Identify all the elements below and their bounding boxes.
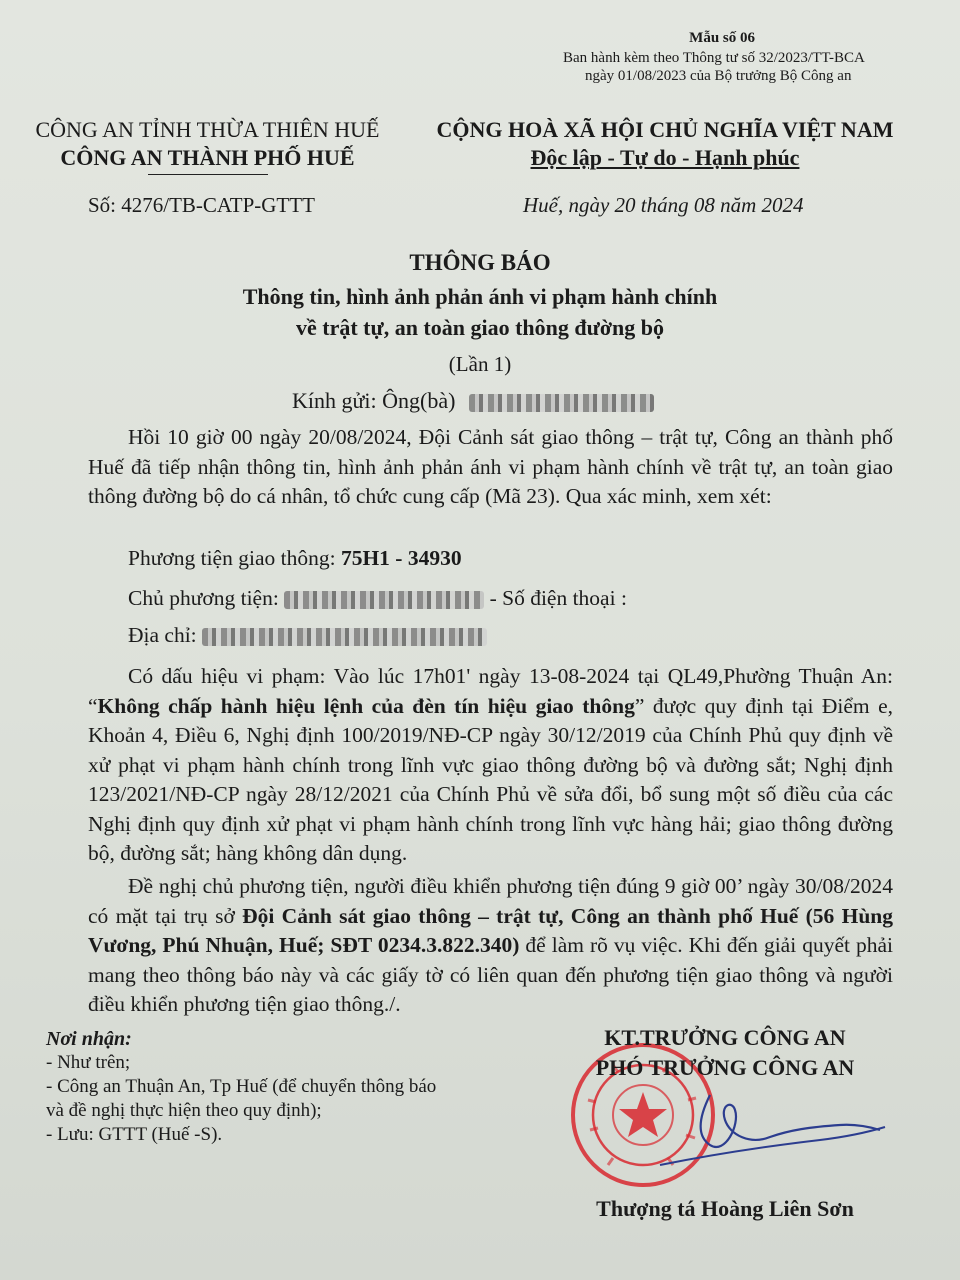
recipient-item: - Như trên; bbox=[46, 1052, 131, 1073]
address-label: Địa chỉ: bbox=[128, 623, 197, 647]
redacted-recipient-name bbox=[469, 394, 654, 412]
document-number: Số: 4276/TB-CATP-GTTT bbox=[88, 193, 315, 217]
national-header bbox=[415, 116, 915, 172]
address-line bbox=[128, 623, 487, 648]
redacted-owner-name bbox=[284, 591, 484, 609]
vehicle-label: Phương tiện giao thông: bbox=[128, 546, 336, 570]
request-location: Đội Cảnh sát giao thông – trật tự, Công an thành phố Huế (56 Hùng Vương, Phú Nhuận, Huế; SĐT 0234.3.822.340) bbox=[88, 903, 893, 957]
issuing-agency-header bbox=[0, 116, 415, 200]
handwritten-signature bbox=[640, 1075, 890, 1175]
phone-label: - Số điện thoại : bbox=[489, 586, 627, 610]
violation-description: Không chấp hành hiệu lệnh của đèn tín hiệu giao thông bbox=[97, 693, 635, 718]
recipients-list bbox=[46, 1027, 446, 1147]
recipients-heading: Nơi nhận: bbox=[46, 1028, 132, 1050]
recipient-item: - Công an Thuận An, Tp Huế (để chuyển thông báo và đề nghị thực hiện theo quy định); bbox=[46, 1076, 437, 1121]
parent-agency: CÔNG AN TỈNH THỪA THIÊN HUẾ bbox=[35, 117, 380, 142]
signer-position: PHÓ TRƯỞNG CÔNG AN bbox=[595, 1055, 855, 1080]
document-date: Huế, ngày 20 tháng 08 năm 2024 bbox=[523, 193, 804, 217]
violation-paragraph bbox=[88, 662, 893, 869]
document-title: THÔNG BÁO bbox=[409, 250, 551, 275]
national-motto: Độc lập - Tự do - Hạnh phúc bbox=[530, 145, 800, 170]
form-number: Mẫu số 06 bbox=[689, 30, 755, 46]
request-text-suffix: để làm rõ vụ việc. Khi đến giải quyết phải mang theo thông báo này và các giấy tờ có liên quan đến phương tiện giao thông và người điều khiển phương tiện giao thông./. bbox=[88, 933, 893, 1016]
recipient-line bbox=[292, 388, 654, 414]
issuing-agency: CÔNG AN THÀNH PHỐ HUẾ bbox=[60, 145, 355, 170]
violation-text-suffix: ” được quy định tại Điểm e, Khoản 4, Điều 6, Nghị định 100/2019/NĐ-CP ngày 30/12/2019 của Chính Phủ quy định về xử phạt vi phạm hành chính trong lĩnh vực giao thông đường bộ và đường sắt; Nghị định 123/2021/NĐ-CP ngày 28/12/2021 của Chính Phủ về sửa đổi, bổ sung một số điều của các Nghị định quy định xử phạt vi phạm hành chính trong lĩnh vực hàng hải; giao thông đường bộ, đường sắt; hàng không dân dụng. bbox=[88, 693, 893, 865]
request-paragraph bbox=[88, 872, 893, 1020]
violation-text-prefix: Có dấu hiệu vi phạm: Vào lúc 17h01' ngày 13-08-2024 tại QL49,Phường Thuận An: “ bbox=[88, 664, 893, 718]
intro-paragraph: Hồi 10 giờ 00 ngày 20/08/2024, Đội Cảnh sát giao thông – trật tự, Công an thành phố Huế đã tiếp nhận thông tin, hình ảnh phản ánh vi phạm hành chính về trật tự, an toàn giao thông đường bộ do cá nhân, tổ chức cung cấp (Mã 23). Qua xác minh, xem xét: bbox=[88, 425, 893, 508]
owner-line bbox=[128, 586, 627, 611]
vehicle-plate: 75H1 - 34930 bbox=[340, 546, 462, 570]
owner-label: Chủ phương tiện: bbox=[128, 586, 279, 610]
redacted-address bbox=[202, 628, 487, 646]
request-text-prefix: Đề nghị chủ phương tiện, người điều khiển phương tiện đúng 9 giờ 00’ ngày 30/08/2024 có mặt tại trụ sở bbox=[88, 874, 893, 928]
document-subtitle-1: Thông tin, hình ảnh phản ánh vi phạm hành chính bbox=[242, 284, 718, 309]
form-regulation-line-2: ngày 01/08/2023 của Bộ trưởng Bộ Công an bbox=[585, 68, 852, 84]
document-subtitle-2: về trật tự, an toàn giao thông đường bộ bbox=[295, 315, 664, 340]
notice-attempt: (Lần 1) bbox=[448, 352, 512, 376]
agency-underline bbox=[148, 174, 268, 175]
signer-name: Thượng tá Hoàng Liên Sơn bbox=[596, 1196, 854, 1221]
country-name: CỘNG HOÀ XÃ HỘI CHỦ NGHĨA VIỆT NAM bbox=[436, 117, 894, 142]
vehicle-line bbox=[128, 546, 462, 571]
recipient-label: Kính gửi: Ông(bà) bbox=[292, 388, 456, 413]
signer-authority: KT.TRƯỞNG CÔNG AN bbox=[604, 1025, 846, 1050]
recipient-item: - Lưu: GTTT (Huế -S). bbox=[46, 1124, 223, 1145]
form-regulation-line-1: Ban hành kèm theo Thông tư số 32/2023/TT-BCA bbox=[563, 50, 865, 66]
